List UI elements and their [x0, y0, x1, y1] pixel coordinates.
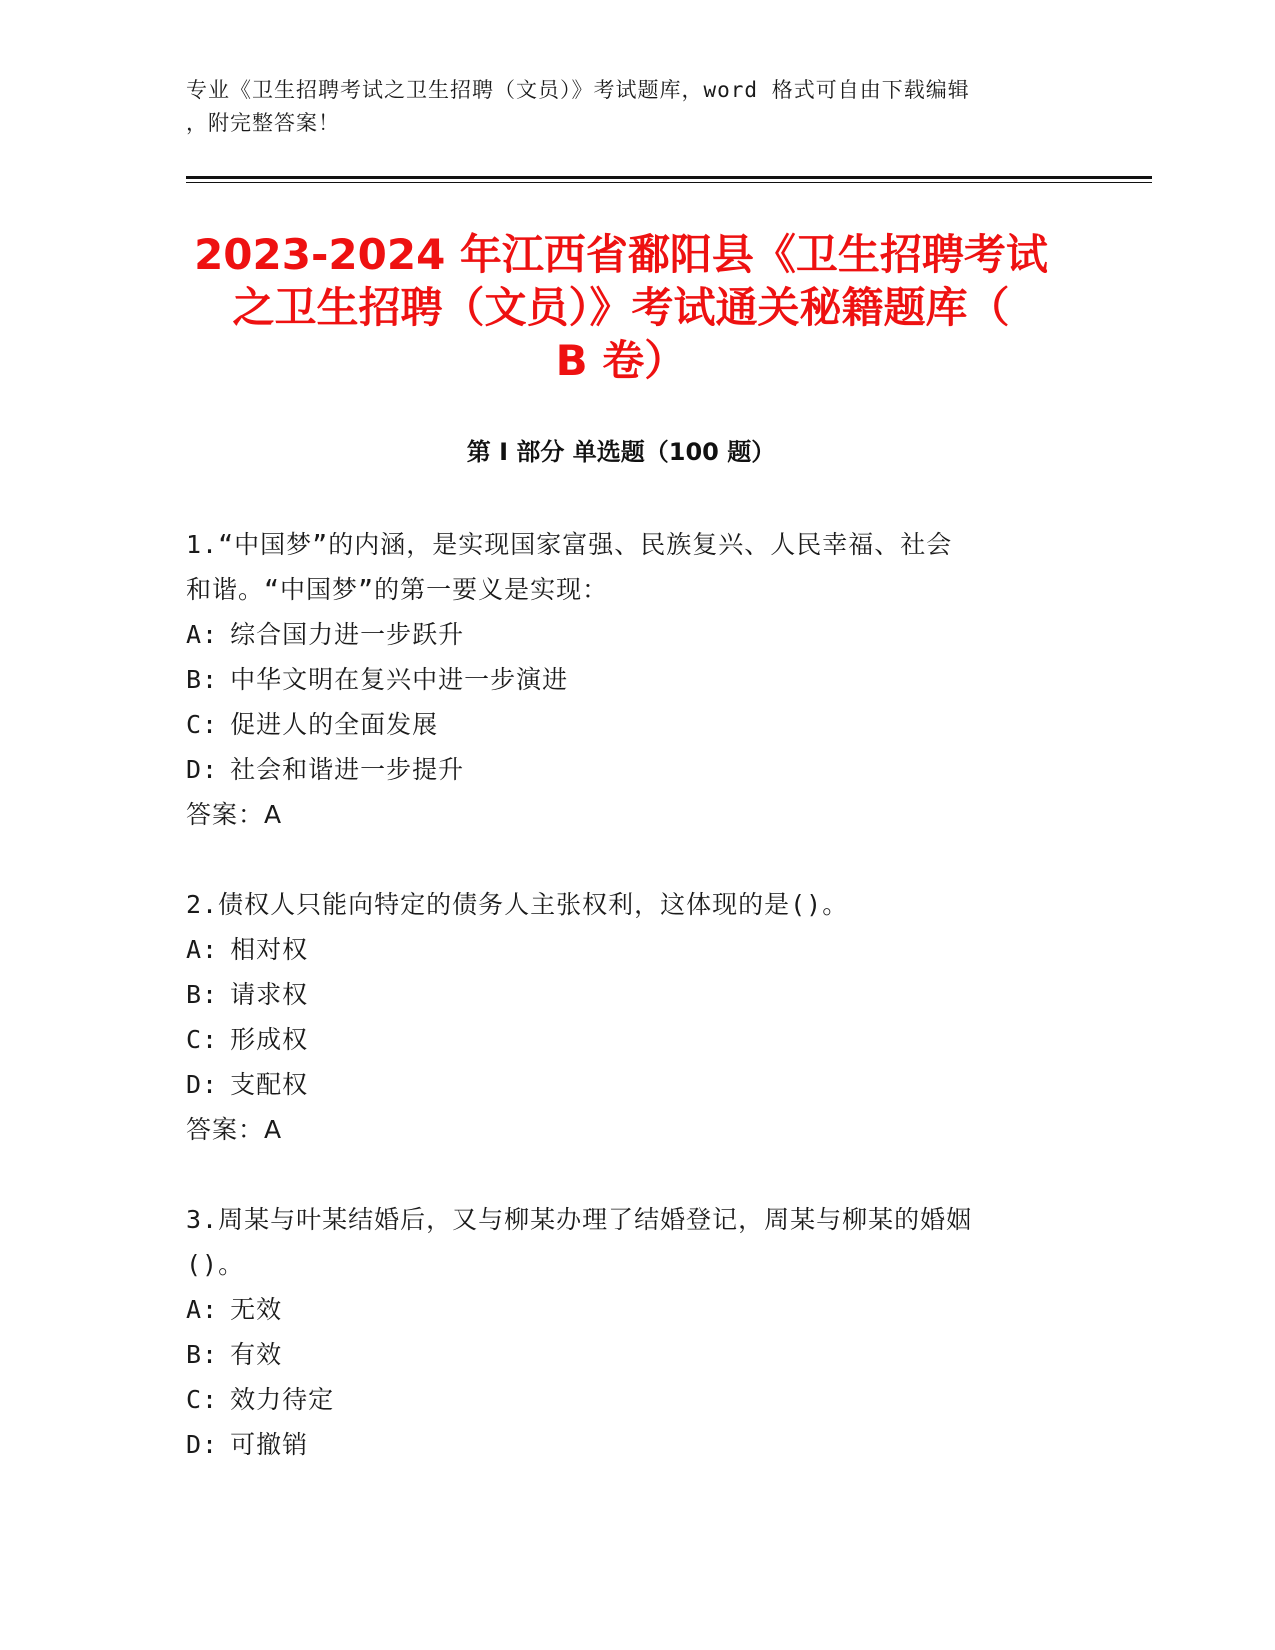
option-b [186, 972, 1066, 1017]
option-text: 无效 [230, 1295, 283, 1324]
option-c [186, 1017, 1066, 1062]
option-b [186, 1332, 1066, 1377]
option-key: A: [186, 1295, 219, 1324]
question-list [186, 522, 1066, 1512]
option-c [186, 1377, 1066, 1422]
answer-text: 答案：A [186, 800, 283, 829]
option-text: 促进人的全面发展 [230, 710, 439, 739]
question-2 [186, 882, 1066, 1152]
option-key: A: [186, 935, 219, 964]
question-3 [186, 1197, 1066, 1467]
option-text: 相对权 [230, 935, 309, 964]
option-text: 形成权 [230, 1025, 309, 1054]
question-stem: 3.周某与叶某结婚后，又与柳某办理了结婚登记，周某与柳某的婚姻 [186, 1205, 973, 1234]
option-d [186, 747, 1066, 792]
option-c [186, 702, 1066, 747]
question-stem-continued: ()。 [186, 1250, 245, 1279]
option-text: 综合国力进一步跃升 [230, 620, 465, 649]
question-1 [186, 522, 1066, 837]
header-divider-thick [186, 176, 1152, 179]
option-a [186, 612, 1066, 657]
answer-text: 答案：A [186, 1115, 283, 1144]
section-title: 第 I 部分 单选题（100 题） [466, 438, 776, 466]
document-title [186, 228, 1056, 387]
option-key: D: [186, 1070, 219, 1099]
option-d [186, 1422, 1066, 1467]
option-text: 中华文明在复兴中进一步演进 [230, 665, 569, 694]
option-key: C: [186, 710, 219, 739]
option-key: D: [186, 755, 219, 784]
option-key: B: [186, 1340, 219, 1369]
option-key: D: [186, 1430, 219, 1459]
option-text: 支配权 [230, 1070, 309, 1099]
header-divider-thin [186, 182, 1152, 183]
option-text: 效力待定 [230, 1385, 335, 1414]
option-text: 社会和谐进一步提升 [230, 755, 465, 784]
option-key: C: [186, 1385, 219, 1414]
header-note-line-2: ，附完整答案！ [186, 111, 340, 135]
question-stem: 2.债权人只能向特定的债务人主张权利，这体现的是()。 [186, 890, 849, 919]
option-b [186, 657, 1066, 702]
option-key: C: [186, 1025, 219, 1054]
question-stem: 1.“中国梦”的内涵，是实现国家富强、民族复兴、人民幸福、社会 [186, 530, 953, 559]
option-text: 可撤销 [230, 1430, 309, 1459]
option-a [186, 1287, 1066, 1332]
header-note-line-1: 专业《卫生招聘考试之卫生招聘（文员）》考试题库，word 格式可自由下载编辑 [186, 78, 970, 102]
option-key: B: [186, 980, 219, 1009]
option-d [186, 1062, 1066, 1107]
option-key: A: [186, 620, 219, 649]
document-title-line-1: 2023-2024 年江西省鄱阳县《卫生招聘考试 [194, 230, 1048, 279]
option-text: 有效 [230, 1340, 283, 1369]
document-title-line-2: 之卫生招聘（文员）》考试通关秘籍题库（ [232, 283, 1010, 332]
option-key: B: [186, 665, 219, 694]
question-stem-continued: 和谐。“中国梦”的第一要义是实现： [186, 575, 609, 604]
document-title-line-3: B 卷） [555, 336, 687, 385]
header-note [186, 74, 1086, 140]
option-a [186, 927, 1066, 972]
option-text: 请求权 [230, 980, 309, 1009]
